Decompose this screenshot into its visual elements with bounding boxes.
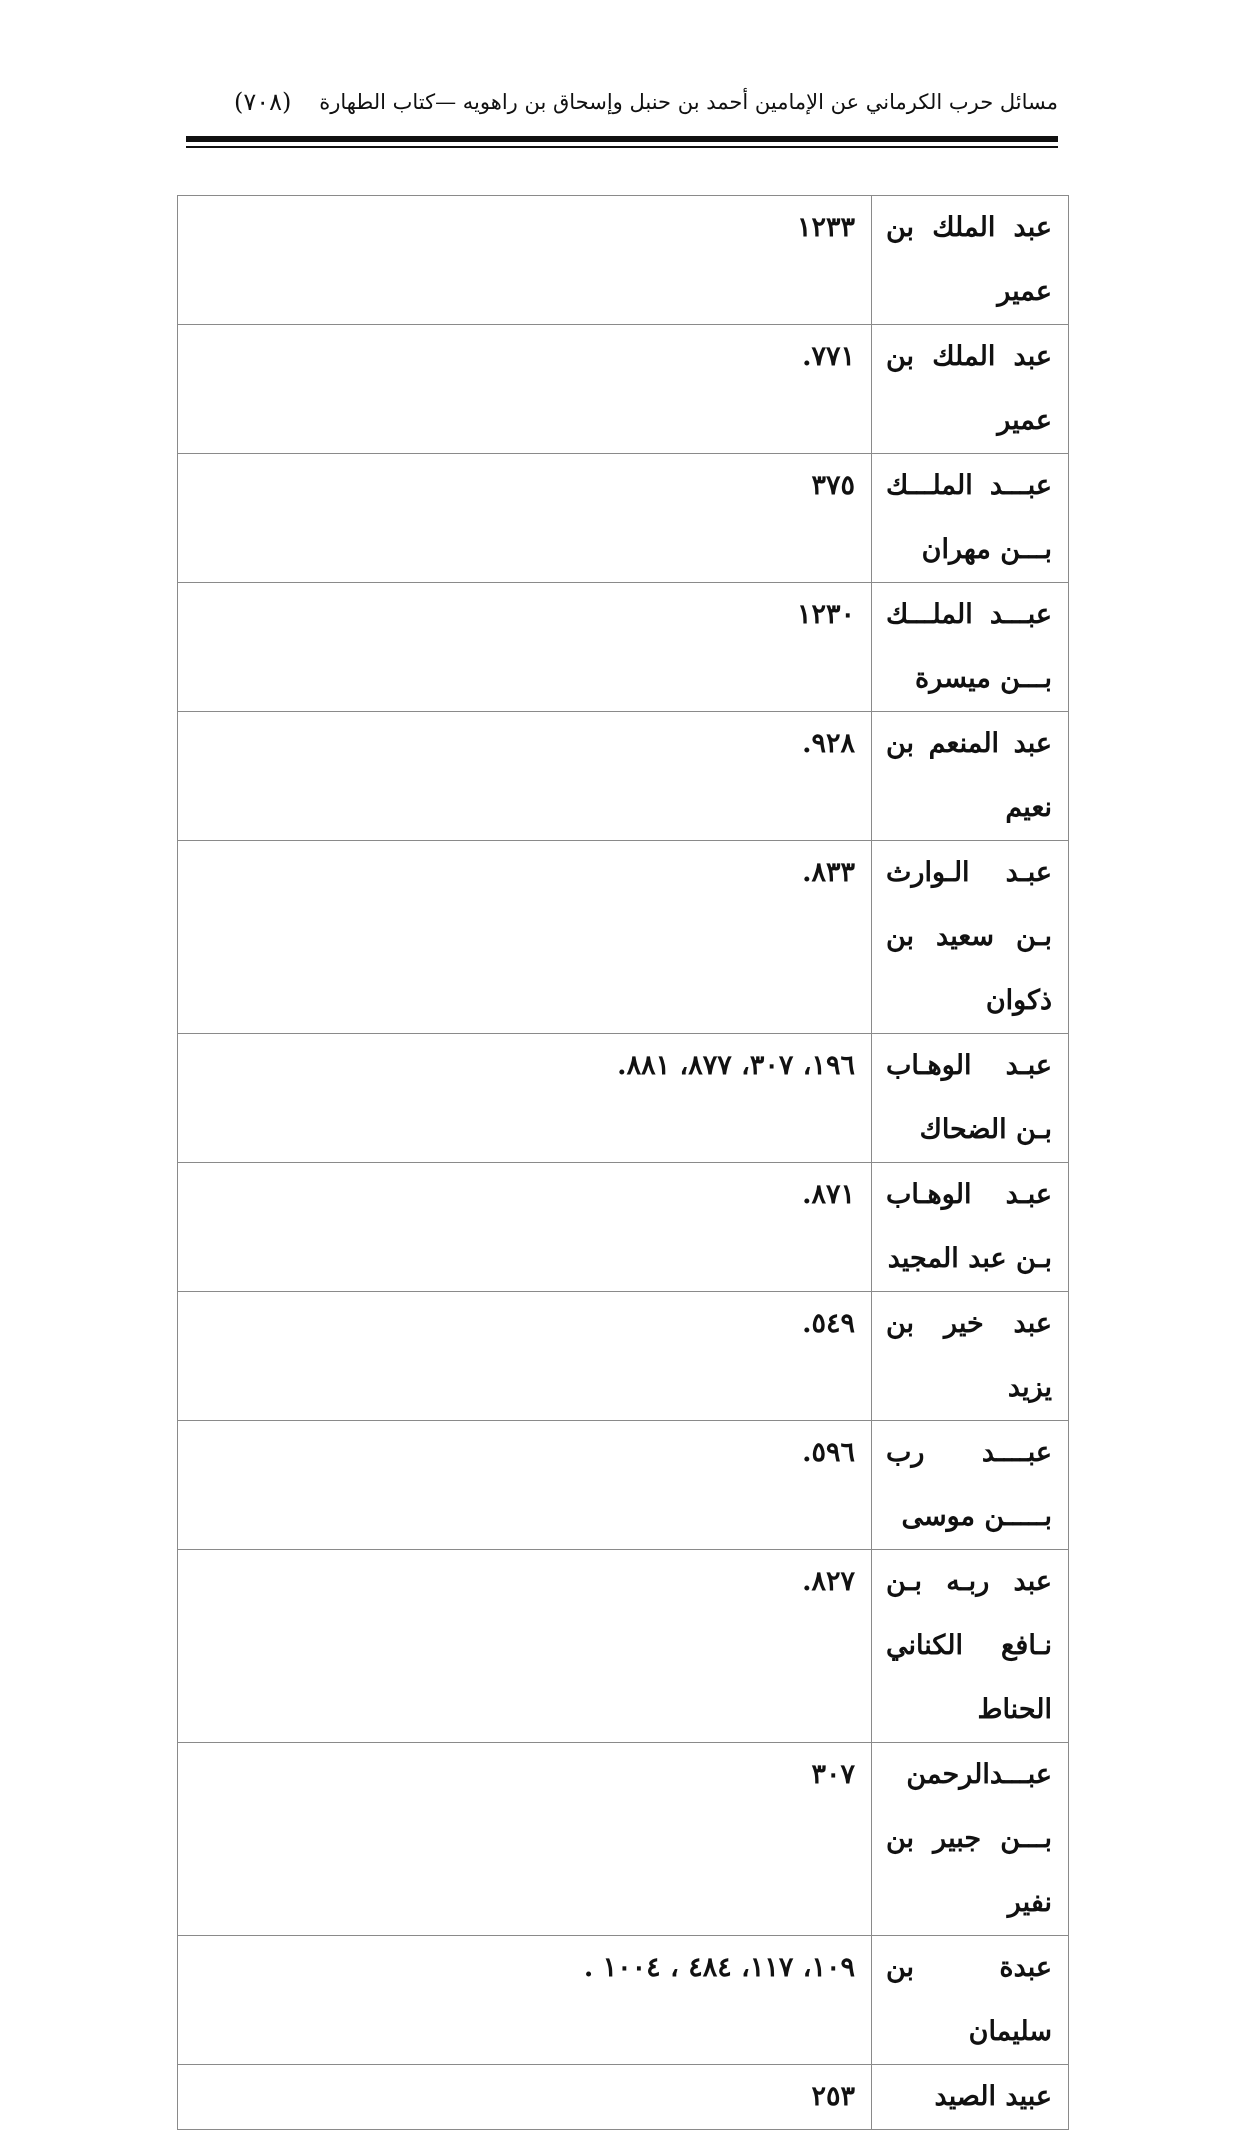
table-row [178, 583, 1069, 712]
narrator-name: عبد الملك بن عمير [872, 325, 1069, 454]
narrator-name: عبد الملك بن عمير [872, 196, 1069, 325]
table-row [178, 325, 1069, 454]
narrator-name: عبدة بن سليمان [872, 1936, 1069, 2065]
table-row [178, 1421, 1069, 1550]
reference-numbers: ١٢٣٣ [178, 196, 872, 325]
reference-numbers: ١٢٣٠ [178, 583, 872, 712]
table-row [178, 1550, 1069, 1743]
reference-numbers: ٥٩٦. [178, 1421, 872, 1550]
narrator-name: عبد خير بن يزيد [872, 1292, 1069, 1421]
narrator-name: عبـد الوهـاب بـن عبد المجيد [872, 1163, 1069, 1292]
table-row [178, 1743, 1069, 1936]
narrator-name: عبـــد الملـــك بـــن ميسرة [872, 583, 1069, 712]
reference-numbers: ٨٢٧. [178, 1550, 872, 1743]
table-row [178, 1936, 1069, 2065]
table-row [178, 841, 1069, 1034]
narrator-name: عبـــد الملـــك بـــن مهران [872, 454, 1069, 583]
page-header [186, 84, 1058, 124]
table-row [178, 1292, 1069, 1421]
table-row [178, 454, 1069, 583]
reference-numbers: ٨٣٣. [178, 841, 872, 1034]
reference-numbers: ٧٧١. [178, 325, 872, 454]
table-row [178, 1163, 1069, 1292]
running-title: مسائل حرب الكرماني عن الإمامين أحمد بن حنبل وإسحاق بن راهويه —كتاب الطهارة [319, 90, 1058, 114]
reference-numbers: ٥٤٩. [178, 1292, 872, 1421]
narrator-name: عبد المنعم بن نعيم [872, 712, 1069, 841]
narrator-name: عبد ربـه بـن نـافع الكناني الحناط [872, 1550, 1069, 1743]
reference-numbers: ٣٧٥ [178, 454, 872, 583]
narrator-name: عبـد الـوارث بـن سعيد بن ذكوان [872, 841, 1069, 1034]
name-index-table [177, 195, 1069, 2130]
reference-numbers: ٢٥٣ [178, 2065, 872, 2130]
narrator-name: عبـــدالرحمن بـــن جبير بن نفير [872, 1743, 1069, 1936]
header-rule-thick [186, 136, 1058, 142]
reference-numbers: ١٩٦، ٣٠٧، ٨٧٧، ٨٨١. [178, 1034, 872, 1163]
table-row [178, 1034, 1069, 1163]
table-row [178, 2065, 1069, 2130]
reference-numbers: ٩٢٨. [178, 712, 872, 841]
reference-numbers: ٨٧١. [178, 1163, 872, 1292]
page-number: (٧٠٨) [234, 88, 292, 116]
header-rule-thin [186, 146, 1058, 148]
table-row [178, 712, 1069, 841]
narrator-name: عبيد الصيد [872, 2065, 1069, 2130]
reference-numbers: ٣٠٧ [178, 1743, 872, 1936]
narrator-name: عبـد الوهـاب بـن الضحاك [872, 1034, 1069, 1163]
reference-numbers: ١٠٩، ١١٧، ٤٨٤ ، ١٠٠٤ . [178, 1936, 872, 2065]
table-row [178, 196, 1069, 325]
narrator-name: عبــــد رب بـــــن موسى [872, 1421, 1069, 1550]
